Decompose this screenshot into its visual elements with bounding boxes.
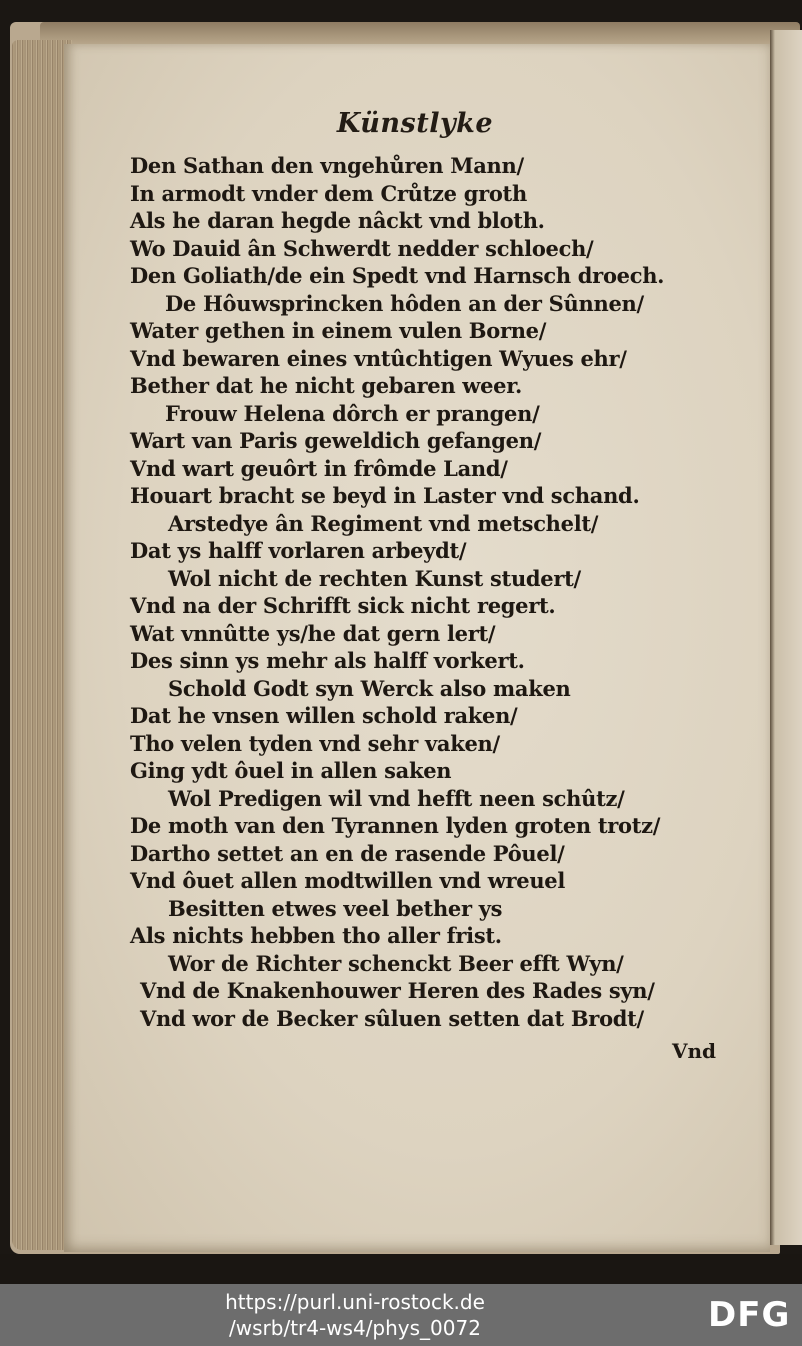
text-line: Vnd wor de Becker sûluen setten dat Brodt/ <box>140 1005 644 1031</box>
text-line: Besitten etwes veel bether ys <box>168 895 503 921</box>
text-line: Vnd na der Schrifft sick nicht regert. <box>130 593 556 618</box>
text-line: Frouw Helena dôrch er prangen/ <box>165 400 540 426</box>
text-line: De moth van den Tyrannen lyden groten trotz/ <box>130 813 661 838</box>
text-line: Wol nicht de rechten Kunst studert/ <box>168 565 581 591</box>
text-line: Water gethen in einem vulen Borne/ <box>130 318 547 343</box>
text-line: Wart van Paris geweldich gefangen/ <box>130 428 542 453</box>
text-line: Vnd wart geuôrt in frômde Land/ <box>130 455 508 481</box>
text-line: Vnd de Knakenhouwer Heren des Rades syn/ <box>140 978 655 1003</box>
text-line: Wat vnnûtte ys/he dat gern lert/ <box>130 620 496 646</box>
text-line: Dat he vnsen willen schold raken/ <box>130 703 518 728</box>
text-line: Arstedye ân Regiment vnd metschelt/ <box>168 510 599 536</box>
catchword: Vnd <box>672 1039 717 1063</box>
permalink-line-2[interactable]: /wsrb/tr4-ws4/phys_0072 <box>229 1316 481 1340</box>
text-line: In armodt vnder dem Crůtze groth <box>130 180 527 206</box>
text-line: Dartho settet an en de rasende Pôuel/ <box>130 840 565 866</box>
text-line: Den Goliath/de ein Spedt vnd Harnsch droech. <box>130 263 665 288</box>
facing-page-edge <box>770 30 802 1245</box>
text-line: Dat ys halff vorlaren arbeydt/ <box>130 538 467 563</box>
footer-bar <box>0 1284 802 1346</box>
text-line: Vnd bewaren eines vntûchtigen Wyues ehr/ <box>130 345 627 371</box>
text-line: Wol Predigen wil vnd hefft neen schûtz/ <box>168 785 625 811</box>
text-line: Bether dat he nicht gebaren weer. <box>130 373 523 398</box>
text-line: Tho velen tyden vnd sehr vaken/ <box>130 730 500 756</box>
scan-background <box>0 1254 802 1284</box>
text-line: Houart bracht se beyd in Laster vnd schand. <box>130 483 640 508</box>
text-line: Als nichts hebben tho aller frist. <box>130 923 502 948</box>
text-line: Den Sathan den vngehůren Mann/ <box>130 153 524 178</box>
permalink-line-1[interactable]: https://purl.uni-rostock.de <box>225 1290 485 1314</box>
dfg-logo: DFG <box>708 1295 791 1335</box>
text-line: Wo Dauid ân Schwerdt nedder schloech/ <box>130 235 594 261</box>
text-line: Schold Godt syn Werck also maken <box>168 675 571 701</box>
text-line: De Hôuwsprincken hôden an der Sûnnen/ <box>165 290 644 316</box>
text-line: Ging ydt ôuel in allen saken <box>130 758 452 783</box>
text-line: Wor de Richter schenckt Beer efft Wyn/ <box>168 950 624 976</box>
page-edges <box>12 40 72 1250</box>
page-heading: Künstlyke <box>336 108 494 139</box>
text-line: Als he daran hegde nâckt vnd bloth. <box>130 208 545 233</box>
text-line: Des sinn ys mehr als halff vorkert. <box>130 648 525 673</box>
text-line: Vnd ôuet allen modtwillen vnd wreuel <box>130 868 566 893</box>
